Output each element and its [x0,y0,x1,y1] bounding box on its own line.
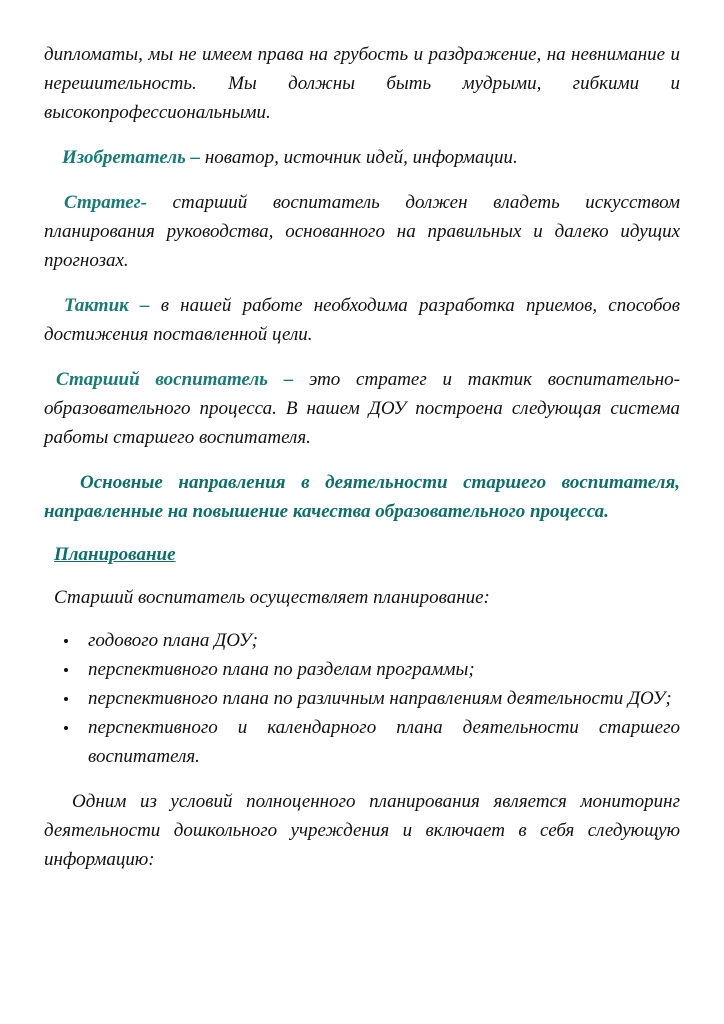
tactician-text: в нашей работе необходима разработка приемов, способов достижения поставленной цели. [44,295,680,345]
list-item: перспективного плана по различным направлениям деятельности ДОУ; [88,684,680,713]
main-heading: Основные направления в деятельности старшего воспитателя, направленные на повышение качества образовательного процесса. [44,472,680,522]
bullet-icon [64,668,68,672]
planning-lead: Старший воспитатель осуществляет планирование: [54,587,490,608]
senior-term: Старший воспитатель – [56,369,294,390]
strategist-paragraph [44,188,680,275]
document-page [44,40,680,874]
senior-text: это стратег и тактик воспитательно-образовательного процесса. В нашем ДОУ построена следующая система работы старшего воспитателя. [44,369,680,448]
inventor-term: Изобретатель – [62,147,201,168]
bullet-icon [64,697,68,701]
inventor-paragraph [44,143,680,172]
strategist-text: старший воспитатель должен владеть искусством планирования руководства, основанного на правильных и далеко идущих прогнозах. [44,192,680,271]
bullet-icon [64,726,68,730]
list-item: перспективного плана по разделам программы; [88,655,680,684]
tactician-paragraph [44,291,680,349]
tactician-term: Тактик – [64,295,150,316]
bullet-icon [64,639,68,643]
inventor-text: новатор, источник идей, информации. [200,147,518,168]
list-item: перспективного и календарного плана деятельности старшего воспитателя. [88,713,680,771]
closing-paragraph: Одним из условий полноценного планирования является мониторинг деятельности дошкольного учреждения и включает в себя следующую информацию: [44,791,680,870]
intro-paragraph: дипломаты, мы не имеем права на грубость и раздражение, на невнимание и нерешительность. Мы должны быть мудрыми, гибкими и высокопрофессиональными. [44,44,680,123]
planning-list [44,626,680,771]
strategist-term: Стратег- [64,192,148,213]
senior-paragraph [44,365,680,452]
list-item: годового плана ДОУ; [88,626,680,655]
planning-title: Планирование [54,544,176,565]
